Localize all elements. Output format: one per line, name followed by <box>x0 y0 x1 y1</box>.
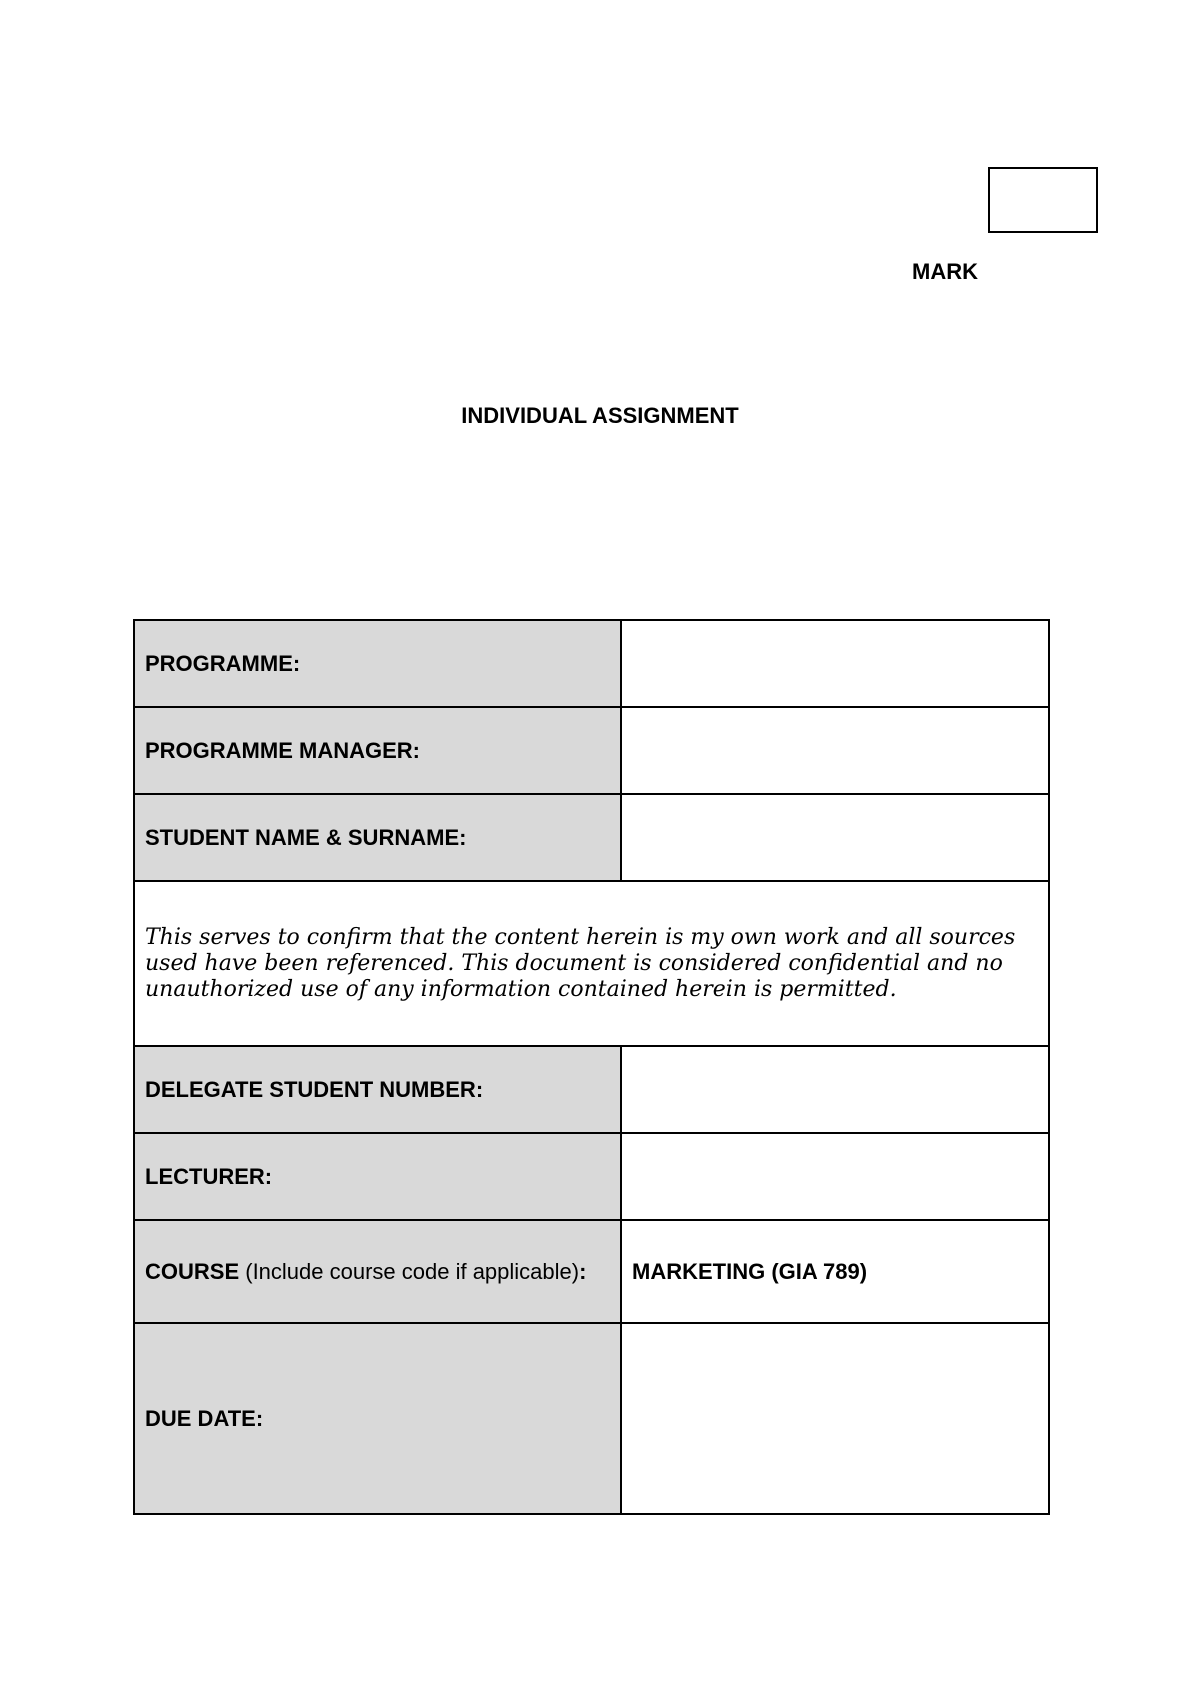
due-date-field[interactable] <box>621 1323 1049 1514</box>
due-date-label: DUE DATE: <box>134 1323 621 1514</box>
programme-manager-field[interactable] <box>621 707 1049 794</box>
table-row-lecturer <box>134 1133 1049 1220</box>
programme-field[interactable] <box>621 620 1049 707</box>
programme-manager-label: PROGRAMME MANAGER: <box>134 707 621 794</box>
table-row-programme-manager <box>134 707 1049 794</box>
course-label-note: (Include course code if applicable) <box>239 1258 580 1284</box>
table-row-due-date <box>134 1323 1049 1514</box>
table-row-student-number <box>134 1046 1049 1133</box>
declaration-text: This serves to confirm that the content herein is my own work and all sources used have been referenced. This document is considered confidential and no unauthorized use of any information contained herein is permitted. <box>134 881 1049 1046</box>
student-number-field[interactable] <box>621 1046 1049 1133</box>
cover-sheet-table <box>133 619 1050 1515</box>
mark-label: MARK <box>912 259 978 284</box>
student-number-label: DELEGATE STUDENT NUMBER: <box>134 1046 621 1133</box>
table-row-programme <box>134 620 1049 707</box>
course-field[interactable]: MARKETING (GIA 789) <box>621 1220 1049 1323</box>
page-title: INDIVIDUAL ASSIGNMENT <box>461 403 739 428</box>
mark-box[interactable] <box>988 167 1098 233</box>
lecturer-label: LECTURER: <box>134 1133 621 1220</box>
course-label-colon: : <box>579 1258 587 1284</box>
table-row-declaration <box>134 881 1049 1046</box>
course-label-heading: COURSE <box>145 1258 240 1284</box>
table-row-student-name <box>134 794 1049 881</box>
programme-label: PROGRAMME: <box>134 620 621 707</box>
table-row-course <box>134 1220 1049 1323</box>
student-name-label: STUDENT NAME & SURNAME: <box>134 794 621 881</box>
course-label <box>134 1220 621 1323</box>
student-name-field[interactable] <box>621 794 1049 881</box>
lecturer-field[interactable] <box>621 1133 1049 1220</box>
